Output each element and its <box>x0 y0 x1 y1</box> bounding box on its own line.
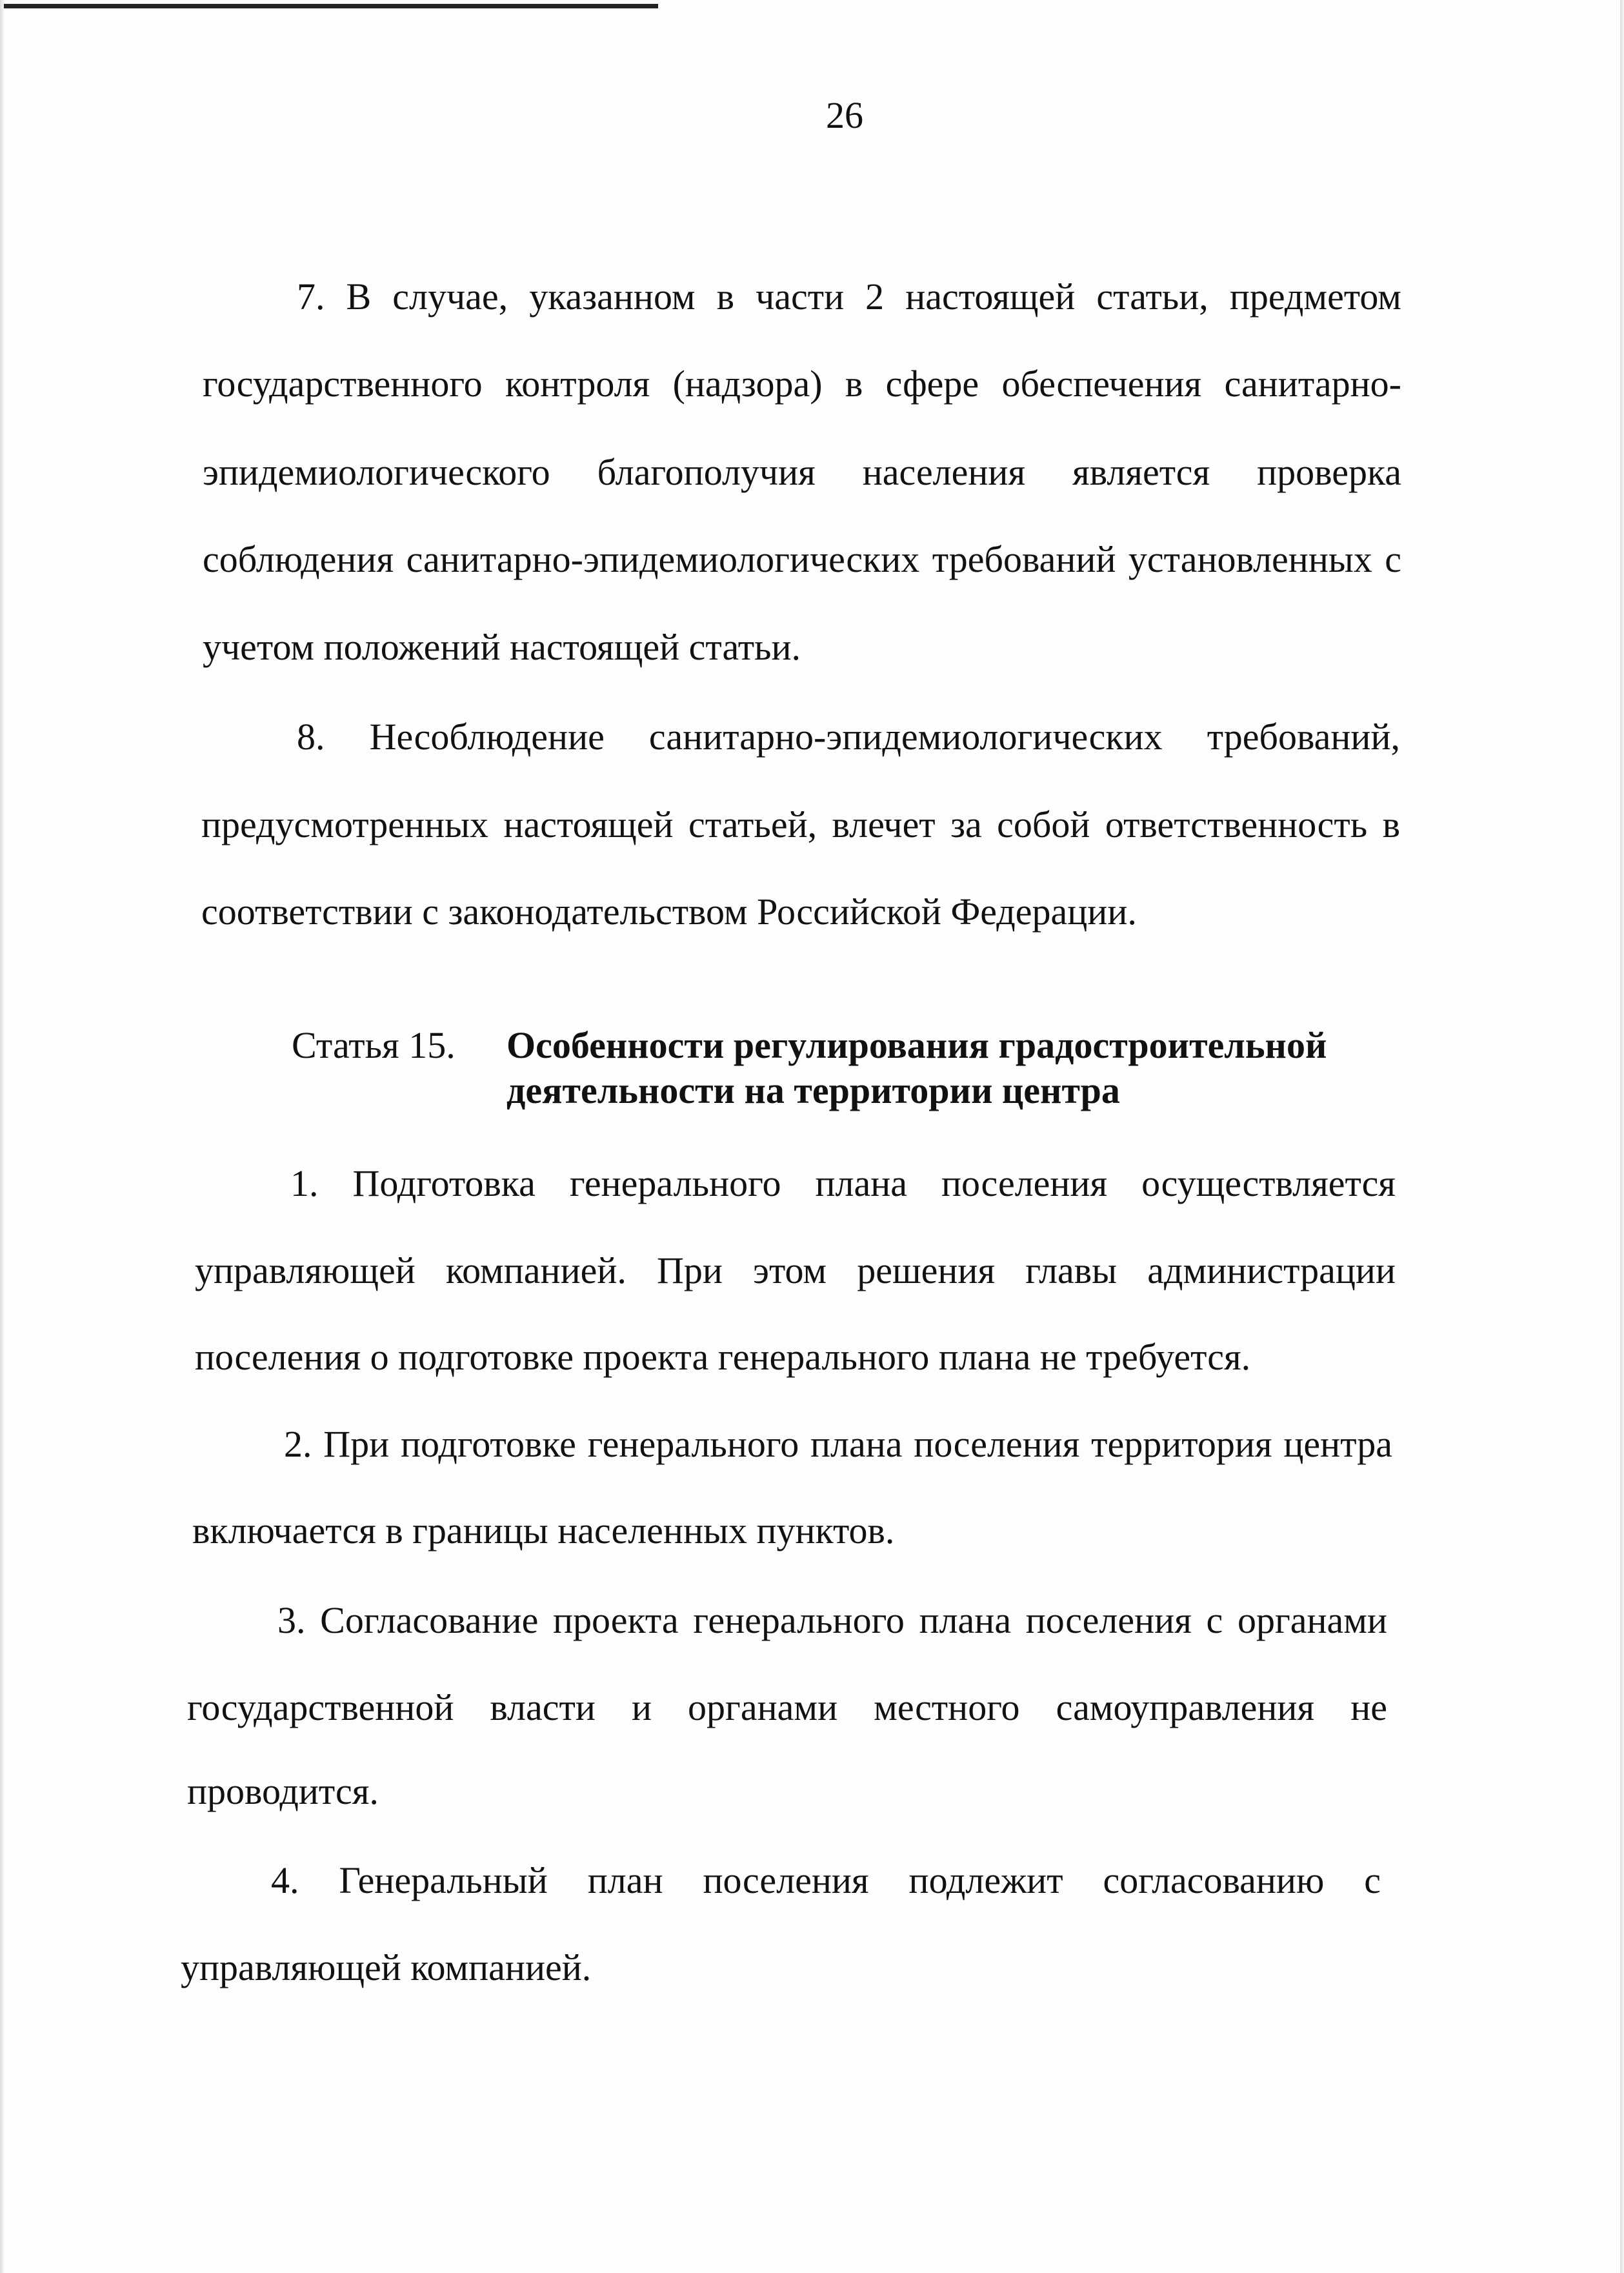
article-title-line: деятельности на территории центра <box>506 1069 1120 1111</box>
scan-right-edge <box>1620 0 1624 2273</box>
paragraph-line: 2. При подготовке генерального плана поселения территория центра <box>284 1423 1392 1465</box>
paragraph-line: государственного контроля (надзора) в сфере обеспечения санитарно- <box>203 363 1401 405</box>
paragraph-line: 8. Несоблюдение санитарно-эпидемиологических требований, <box>297 716 1400 758</box>
paragraph-line: 4. Генеральный план поселения подлежит согласованию с <box>271 1859 1381 1901</box>
paragraph-line: соответствии с законодательством Российской Федерации. <box>201 891 1137 933</box>
page-number: 26 <box>826 94 863 136</box>
paragraph-line: эпидемиологического благополучия населения является проверка <box>203 451 1401 493</box>
scan-top-border <box>0 4 658 8</box>
paragraph-line: управляющей компанией. <box>181 1946 592 1988</box>
paragraph-line: государственной власти и органами местного самоуправления не <box>187 1686 1387 1728</box>
scan-left-edge <box>0 0 4 2273</box>
paragraph-line: проводится. <box>187 1770 379 1812</box>
paragraph-line: поселения о подготовке проекта генерального плана не требуется. <box>195 1336 1251 1378</box>
paragraph-line: управляющей компанией. При этом решения главы администрации <box>195 1249 1396 1291</box>
article-title-line: Особенности регулирования градостроительной <box>506 1024 1327 1066</box>
paragraph-line: предусмотренных настоящей статьей, влечет за собой ответственность в <box>201 803 1400 845</box>
article-label: Статья 15. <box>292 1024 456 1066</box>
paragraph-line: учетом положений настоящей статьи. <box>203 626 801 668</box>
paragraph-line: включается в границы населенных пунктов. <box>192 1510 895 1551</box>
paragraph-line: соблюдения санитарно-эпидемиологических требований установленных с <box>203 538 1401 580</box>
paragraph-line: 3. Согласование проекта генерального плана поселения с органами <box>277 1599 1387 1641</box>
paragraph-line: 1. Подготовка генерального плана поселения осуществляется <box>290 1162 1396 1204</box>
paragraph-line: 7. В случае, указанном в части 2 настоящей статьи, предметом <box>297 276 1401 318</box>
